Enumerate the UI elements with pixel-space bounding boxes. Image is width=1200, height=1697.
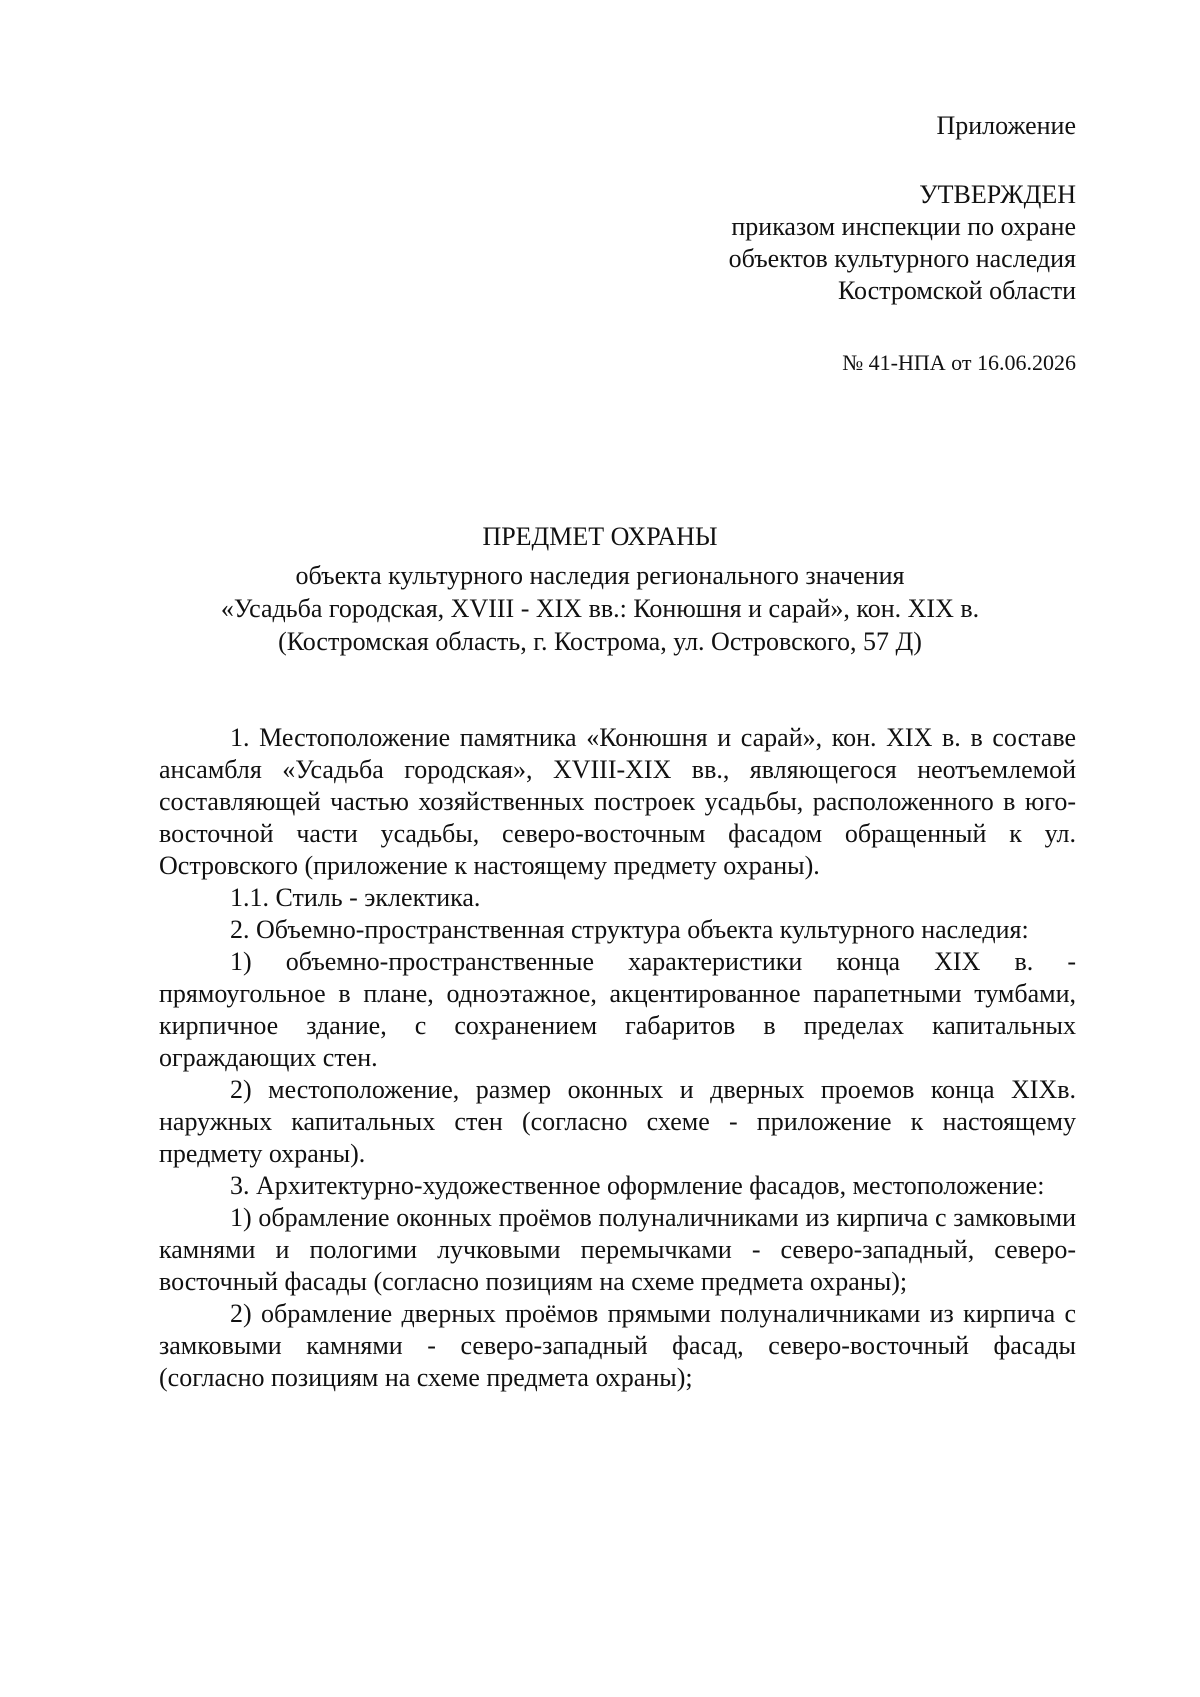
paragraph: 3. Архитектурно-художественное оформление фасадов, местоположение: bbox=[230, 1171, 1045, 1200]
subtitle-line: «Усадьба городская, XVIII - XIX вв.: Конюшня и сарай», кон. XIX в. bbox=[220, 594, 980, 623]
document-heading: ПРЕДМЕТ ОХРАНЫ bbox=[482, 522, 718, 551]
paragraph: 1.1. Стиль - эклектика. bbox=[230, 883, 481, 912]
document-body bbox=[159, 722, 1076, 1394]
title-block bbox=[0, 520, 1200, 658]
approved-by-line: приказом инспекции по охране bbox=[731, 212, 1076, 241]
order-number: № 41-НПА от 16.06.2026 bbox=[842, 350, 1076, 375]
subtitle-line: (Костромская область, г. Кострома, ул. Островского, 57 Д) bbox=[278, 627, 922, 656]
paragraph: 2. Объемно-пространственная структура объекта культурного наследия: bbox=[230, 915, 1029, 944]
paragraph: 2) местоположение, размер оконных и дверных проемов конца XIXв. наружных капитальных стен (согласно схеме - приложение к настоящему предмету охраны). bbox=[159, 1075, 1076, 1168]
appendix-label: Приложение bbox=[936, 111, 1076, 140]
subtitle-line: объекта культурного наследия регионального значения bbox=[295, 561, 905, 590]
approved-by-line: Костромской области bbox=[837, 276, 1076, 305]
approved-by-line: объектов культурного наследия bbox=[728, 244, 1076, 273]
approved-label: УТВЕРЖДЕН bbox=[919, 180, 1076, 209]
paragraph: 1) объемно-пространственные характеристики конца XIX в. - прямоугольное в плане, одноэтажное, акцентированное парапетными тумбами, кирпичное здание, с сохранением габаритов в пределах капитальных ограждающих стен. bbox=[159, 947, 1076, 1072]
paragraph: 1) обрамление оконных проёмов полуналичниками из кирпича с замковыми камнями и пологими лучковыми перемычками - северо-западный, северо-восточный фасады (согласно позициям на схеме предмета охраны); bbox=[159, 1203, 1076, 1296]
paragraph: 1. Местоположение памятника «Конюшня и сарай», кон. XIX в. в составе ансамбля «Усадьба городская», XVIII-XIX вв., являющегося неотъемлемой составляющей частью хозяйственных построек усадьбы, расположенного в юго-восточной части усадьбы, северо-восточным фасадом обращенный к ул. Островского (приложение к настоящему предмету охраны). bbox=[159, 723, 1076, 880]
paragraph: 2) обрамление дверных проёмов прямыми полуналичниками из кирпича с замковыми камнями - северо-западный фасад, северо-восточный фасады (согласно позициям на схеме предмета охраны); bbox=[159, 1299, 1076, 1392]
approval-block bbox=[729, 110, 1076, 379]
